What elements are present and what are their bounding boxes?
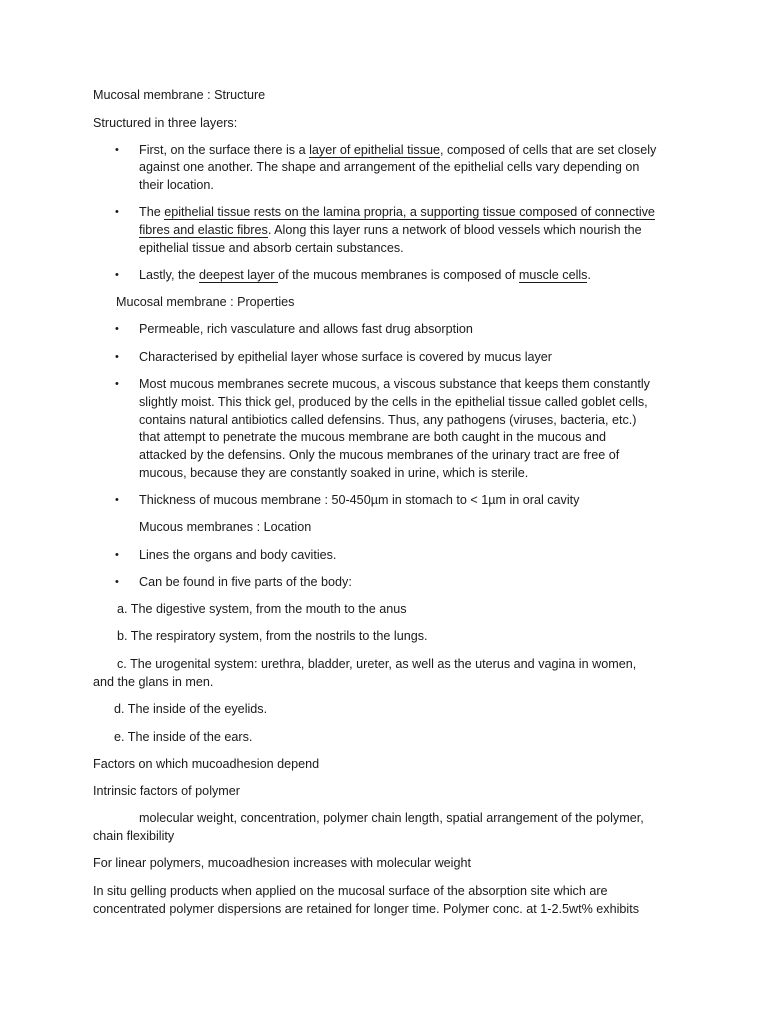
underlined-text: fibres and elastic fibres — [139, 223, 268, 237]
layer-1-line-1 — [139, 142, 656, 159]
heading-structure: Mucosal membrane : Structure — [93, 88, 266, 102]
property-3-line: slightly moist. This thick gel, produced by the cells in the epithelial tissue called goblet cells, — [139, 395, 648, 409]
intrinsic-heading: Intrinsic factors of polymer — [93, 784, 240, 798]
underlined-text: layer of epithelial tissue — [309, 143, 440, 157]
property-3-line: that attempt to penetrate the mucous membrane are both caught in the mucous and — [139, 430, 606, 444]
text-run: The — [139, 205, 165, 219]
in-situ-line-1: In situ gelling products when applied on the mucosal surface of the absorption site which are — [93, 884, 608, 898]
underlined-text: muscle cells — [518, 268, 588, 282]
property-3-line: mucous, because they are constantly soaked in urine, which is sterile. — [139, 466, 529, 480]
property-3-line: Most mucous membranes secrete mucous, a viscous substance that keeps them constantly — [139, 377, 650, 391]
heading-location: Mucous membranes : Location — [139, 520, 312, 534]
intrinsic-line-1: molecular weight, concentration, polymer chain length, spatial arrangement of the polymer, — [139, 811, 644, 825]
property-3-line: contains natural antibiotics called defensins. Thus, any pathogens (viruses, bacteria, etc.) — [139, 413, 637, 427]
location-d: d. The inside of the eyelids. — [114, 702, 268, 716]
location-bullet-1: Lines the organs and body cavities. — [139, 548, 337, 562]
location-e: e. The inside of the ears. — [114, 730, 253, 744]
factors-heading: Factors on which mucoadhesion depend — [93, 757, 320, 771]
property-1: Permeable, rich vasculature and allows fast drug absorption — [139, 322, 473, 336]
bullet: • — [115, 549, 119, 561]
property-2: Characterised by epithelial layer whose surface is covered by mucus layer — [139, 350, 552, 364]
location-a: a. The digestive system, from the mouth to the anus — [117, 602, 407, 616]
bullet: • — [115, 269, 119, 281]
layer-1-line-2: against one another. The shape and arrangement of the epithelial cells vary depending on — [139, 160, 640, 174]
layer-2-line-3: epithelial tissue and absorb certain substances. — [139, 241, 404, 255]
layer-2-line-1 — [139, 204, 655, 221]
heading-properties: Mucosal membrane : Properties — [116, 295, 295, 309]
bullet: • — [115, 576, 119, 588]
bullet: • — [115, 351, 119, 363]
location-c-line-1: c. The urogenital system: urethra, bladder, ureter, as well as the uterus and vagina in women, — [117, 657, 637, 671]
location-c-line-2: and the glans in men. — [93, 675, 214, 689]
layer-1-line-3: their location. — [139, 178, 214, 192]
text-run: of the mucous membranes is composed of — [278, 268, 519, 282]
intrinsic-line-2: chain flexibility — [93, 829, 175, 843]
bullet: • — [115, 323, 119, 335]
structured-layers-text: Structured in three layers: — [93, 116, 238, 130]
text-run: First, on the surface there is a — [139, 143, 310, 157]
location-bullet-2: Can be found in five parts of the body: — [139, 575, 352, 589]
bullet: • — [115, 378, 119, 390]
layer-2-line-2 — [139, 222, 642, 239]
in-situ-line-2: concentrated polymer dispersions are retained for longer time. Polymer conc. at 1-2.5wt% exhibits — [93, 902, 639, 916]
bullet: • — [115, 494, 119, 506]
text-run: , composed of cells that are set closely — [440, 143, 657, 157]
location-b: b. The respiratory system, from the nostrils to the lungs. — [117, 629, 428, 643]
bullet: • — [115, 206, 119, 218]
linear-polymers-text: For linear polymers, mucoadhesion increases with molecular weight — [93, 856, 471, 870]
text-run: . Along this layer runs a network of blood vessels which nourish the — [267, 223, 642, 237]
text-run: Lastly, the — [139, 268, 199, 282]
property-3-line: attacked by the defensins. Only the mucous membranes of the urinary tract are free of — [139, 448, 620, 462]
underlined-text: deepest layer — [198, 268, 279, 282]
property-4: Thickness of mucous membrane : 50-450µm in stomach to < 1µm in oral cavity — [139, 493, 580, 507]
layer-3-line — [139, 267, 591, 284]
text-run: . — [587, 268, 591, 282]
bullet: • — [115, 144, 119, 156]
underlined-text: epithelial tissue rests on the lamina propria, a supporting tissue composed of connective — [164, 205, 655, 219]
